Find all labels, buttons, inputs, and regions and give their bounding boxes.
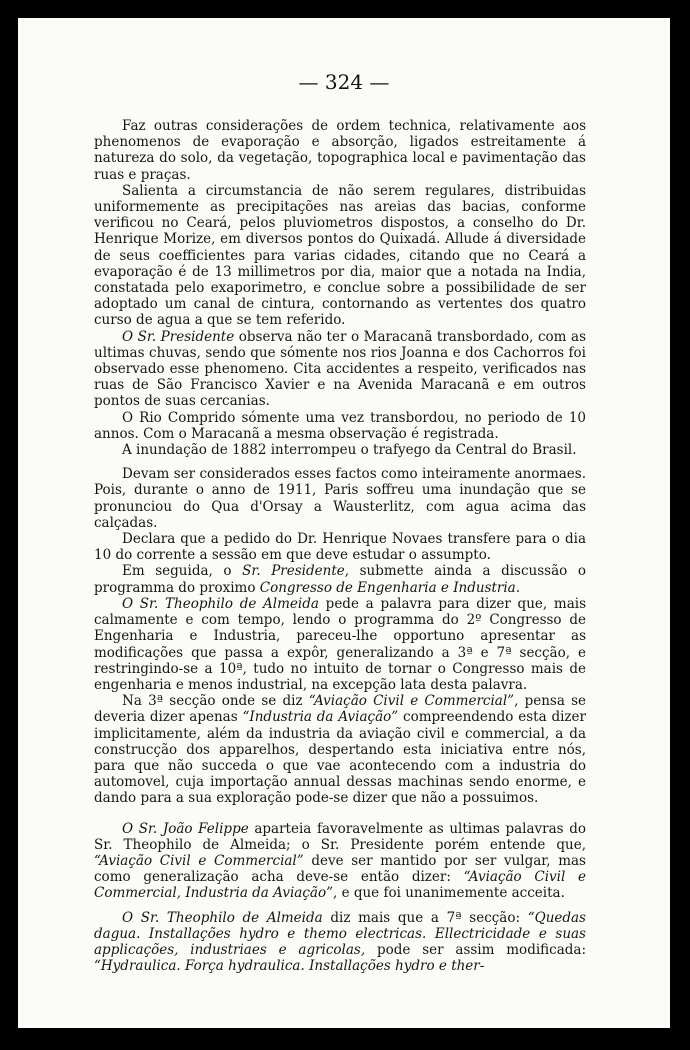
speaker-name: O Sr. Theophilo de Almeida bbox=[122, 909, 323, 926]
quoted-section: “Quedas dagua. Installações hydro e themo electricas. Ellectricidade e suas applicações, industriaes e agricolas, bbox=[94, 909, 586, 958]
quoted-section: “Hydraulica. Força hydraulica. Installações hydro e ther- bbox=[94, 958, 485, 975]
paragraph: Salienta a circumstancia de não serem regulares, distribuidas uniformemente as precipitações nas areias das bacias, conforme verificou no Ceará, pelos pluviometros dispostos, a conselho do Dr. Henrique Morize, em diversos pontos do Quixadá. Allude á diversidade de seus coefficientes para varias cidades, citando que no Ceará a evaporação é de 13 millimetros por dia, maior que a notada na India, constatada pelo exaporimetro, e conclue sobre a possibilidade de ser adoptado um canal de cintura, contornando as vertentes dos quatro curso de agua a que se tem referido. bbox=[94, 182, 586, 329]
paragraph: Em seguida, o Sr. Presidente, submette ainda a discussão o programma do proximo Congresso de Engenharia e Industria. bbox=[94, 563, 586, 596]
quoted-section: “Aviação Civil e Commercial, Industria da Aviação” bbox=[94, 869, 586, 902]
body-text bbox=[94, 118, 586, 974]
paragraph: A inundação de 1882 interrompeu o trafyego da Central do Brasil. bbox=[122, 442, 577, 459]
quoted-section: “Industria da Aviação” bbox=[242, 709, 399, 726]
paragraph: O Sr. Theophilo de Almeida pede a palavra para dizer que, mais calmamente e com tempo, lendo o programma do 2º Congresso de Engenharia e Industria, pareceu-lhe opportuno apresentar as modificações que passa a expôr, generalizando a 3ª e 7ª secção, e restringindo-se a 10ª, tudo no intuito de tornar o Congresso mais de engenharia e menos industrial, na excepção lata desta palavra. bbox=[94, 595, 586, 693]
paragraph: Declara que a pedido do Dr. Henrique Novaes transfere para o dia 10 do corrente a sessão em que deve estudar o assumpto. bbox=[94, 531, 586, 564]
congress-title: Congresso de Engenharia e Industria bbox=[259, 579, 516, 596]
speaker-name: O Sr. Presidente bbox=[122, 328, 235, 345]
paragraph: O Sr. João Felippe aparteia favoravelmente as ultimas palavras do Sr. Theophilo de Almeida; o Sr. Presidente porém entende que, “Aviação Civil e Commercial” deve ser mantido por ser vulgar, mas como generalização acha deve-se então dizer: “Aviação Civil e Commercial, Industria da Aviação”, e que foi unanimemente acceita. bbox=[94, 820, 586, 902]
speaker-name: O Sr. João Felippe bbox=[122, 820, 249, 837]
book-page bbox=[18, 18, 670, 1028]
paragraph: Faz outras considerações de ordem technica, relativamente aos phenomenos de evaporação e absorção, ligados estreitamente á natureza do solo, da vegetação, topographica local e pavimentação das ruas e praças. bbox=[94, 118, 586, 183]
speaker-name: O Sr. Theophilo de Almeida bbox=[122, 595, 319, 612]
paragraph: Na 3ª secção onde se diz “Aviação Civil e Commercial”, pensa se deveria dizer apenas “Industria da Aviação” compreendendo esta dizer implicitamente, além da industria da aviação civil e commercial, a da construcção dos apparelhos, despertando esta iniciativa entre nós, para que não succeda o que vae acontecendo com a industria do automovel, cuja importação annual dessas machinas sendo enorme, e dando para a sua exploração pode-se dizer que não a possuimos. bbox=[94, 693, 587, 807]
quoted-section: “Aviação Civil e Commercial” bbox=[94, 852, 304, 869]
page-number: — 324 — bbox=[298, 70, 390, 94]
quoted-section: “Aviação Civil e Commercial” bbox=[308, 693, 515, 710]
paragraph: O Sr. Theophilo de Almeida diz mais que a 7ª secção: “Quedas dagua. Installações hydro e themo electricas. Ellectricidade e suas applicações, industriaes e agricolas, pode ser assim modificada: “Hydraulica. Força hydraulica. Installações hydro e ther- bbox=[94, 909, 587, 975]
paragraph: O Sr. Presidente observa não ter o Maracanã transbordado, com as ultimas chuvas, sendo que sómente nos rios Joanna e dos Cachorros foi observado esse phenomeno. Cita accidentes a respeito, verificados nas ruas de São Francisco Xavier e na Avenida Maracanã e em outros pontos de suas cercanias. bbox=[94, 328, 587, 410]
paragraph: Devam ser considerados esses factos como inteiramente anormaes. Pois, durante o anno de 1911, Paris soffreu uma inundação que se pronunciou do Qua d'Orsay a Wausterlitz, com agua acima das calçadas. bbox=[94, 466, 586, 531]
speaker-name: Sr. Presidente bbox=[242, 563, 345, 580]
paragraph: O Rio Comprido sómente uma vez transbordou, no periodo de 10 annos. Com o Maracanã a mesma observação é registrada. bbox=[94, 409, 586, 442]
